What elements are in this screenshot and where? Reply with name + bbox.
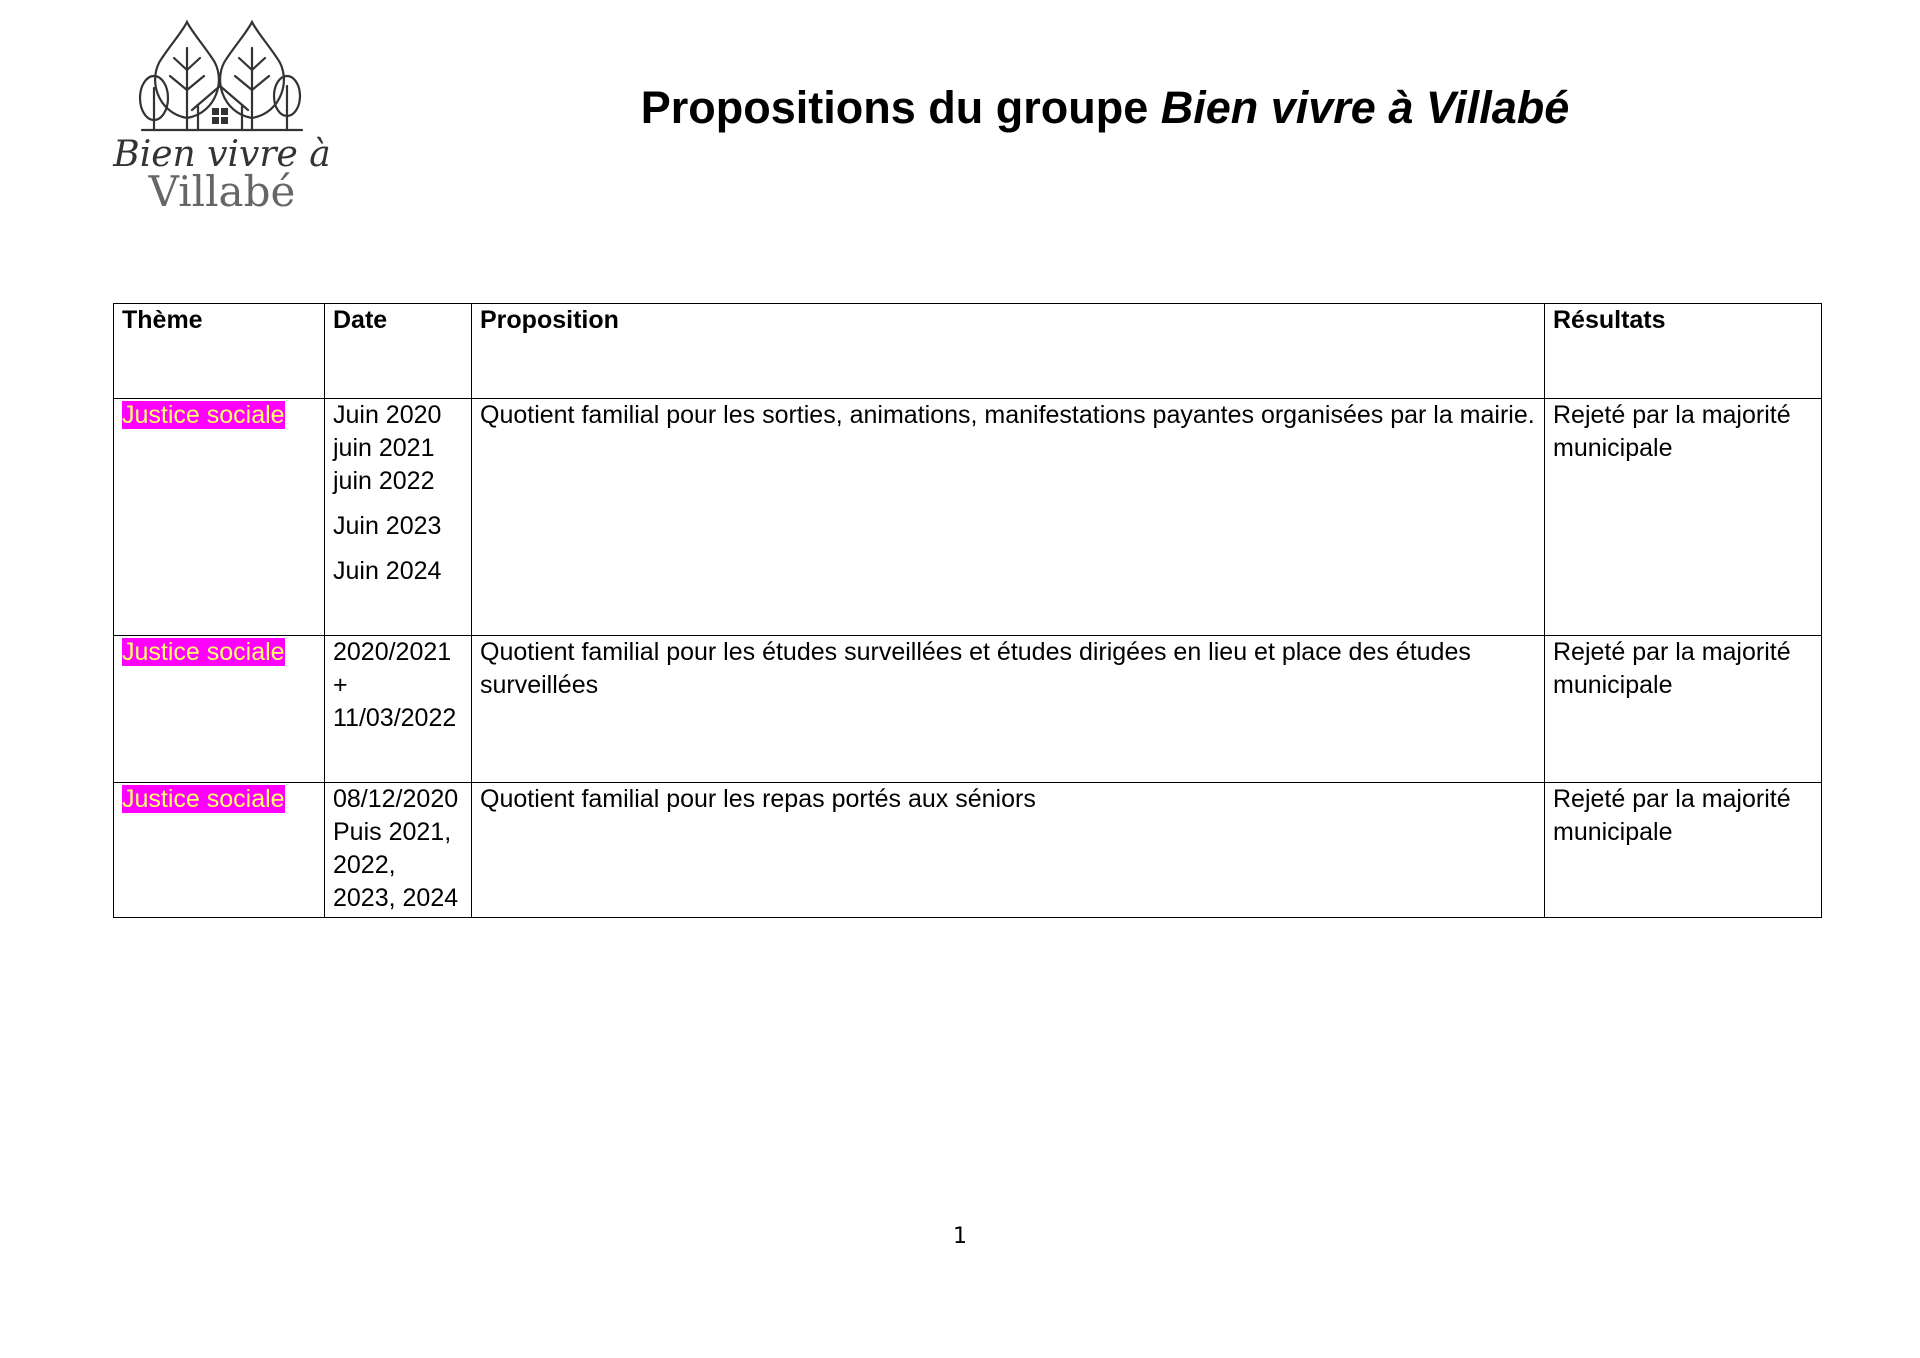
date-line: 2020/2021 [333,638,452,666]
table-row [114,783,1822,918]
proposition-cell: Quotient familial pour les sorties, animations, manifestations payantes organisées par la mairie. [472,399,1545,636]
table-header-row [114,304,1822,399]
date-cell [325,399,472,636]
date-line: juin 2021 [333,434,435,462]
date-line: 2022, [333,851,396,879]
date-line: 11/03/2022 [333,704,457,732]
date-line: Juin 2024 [333,557,442,585]
theme-cell [114,399,325,636]
title-emphasis: Bien vivre à Villabé [1160,82,1570,133]
date-line: Juin 2023 [333,512,442,540]
date-line: Juin 2020 [333,401,442,429]
result-cell: Rejeté par la majorité municipale [1545,399,1822,636]
header-date: Date [325,304,472,399]
proposition-cell: Quotient familial pour les études surveillées et études dirigées en lieu et place des études surveillées [472,636,1545,783]
result-cell: Rejeté par la majorité municipale [1545,783,1822,918]
date-line: + [333,671,348,699]
logo-line1: Bien vivre à [113,134,331,175]
theme-cell [114,636,325,783]
date-cell [325,636,472,783]
logo-line2: Villabé [148,167,296,216]
theme-tag: Justice sociale [122,401,285,429]
table-row [114,636,1822,783]
date-line: 08/12/2020 [333,785,459,813]
table-row [114,399,1822,636]
header-theme: Thème [114,304,325,399]
title-prefix: Propositions du groupe [640,82,1161,133]
header-results: Résultats [1545,304,1822,399]
proposition-cell: Quotient familial pour les repas portés aux séniors [472,783,1545,918]
theme-tag: Justice sociale [122,638,285,666]
header-proposition: Proposition [472,304,1545,399]
date-line: 2023, 2024 [333,884,459,912]
page-number: 1 [953,1224,967,1249]
theme-cell [114,783,325,918]
propositions-table [113,303,1822,918]
page-title [540,82,1670,134]
date-cell [325,783,472,918]
logo-trees-house-icon [102,18,342,218]
date-line: juin 2022 [333,467,435,495]
theme-tag: Justice sociale [122,785,285,813]
result-cell: Rejeté par la majorité municipale [1545,636,1822,783]
date-line: Puis 2021, [333,818,452,846]
logo [102,18,342,218]
